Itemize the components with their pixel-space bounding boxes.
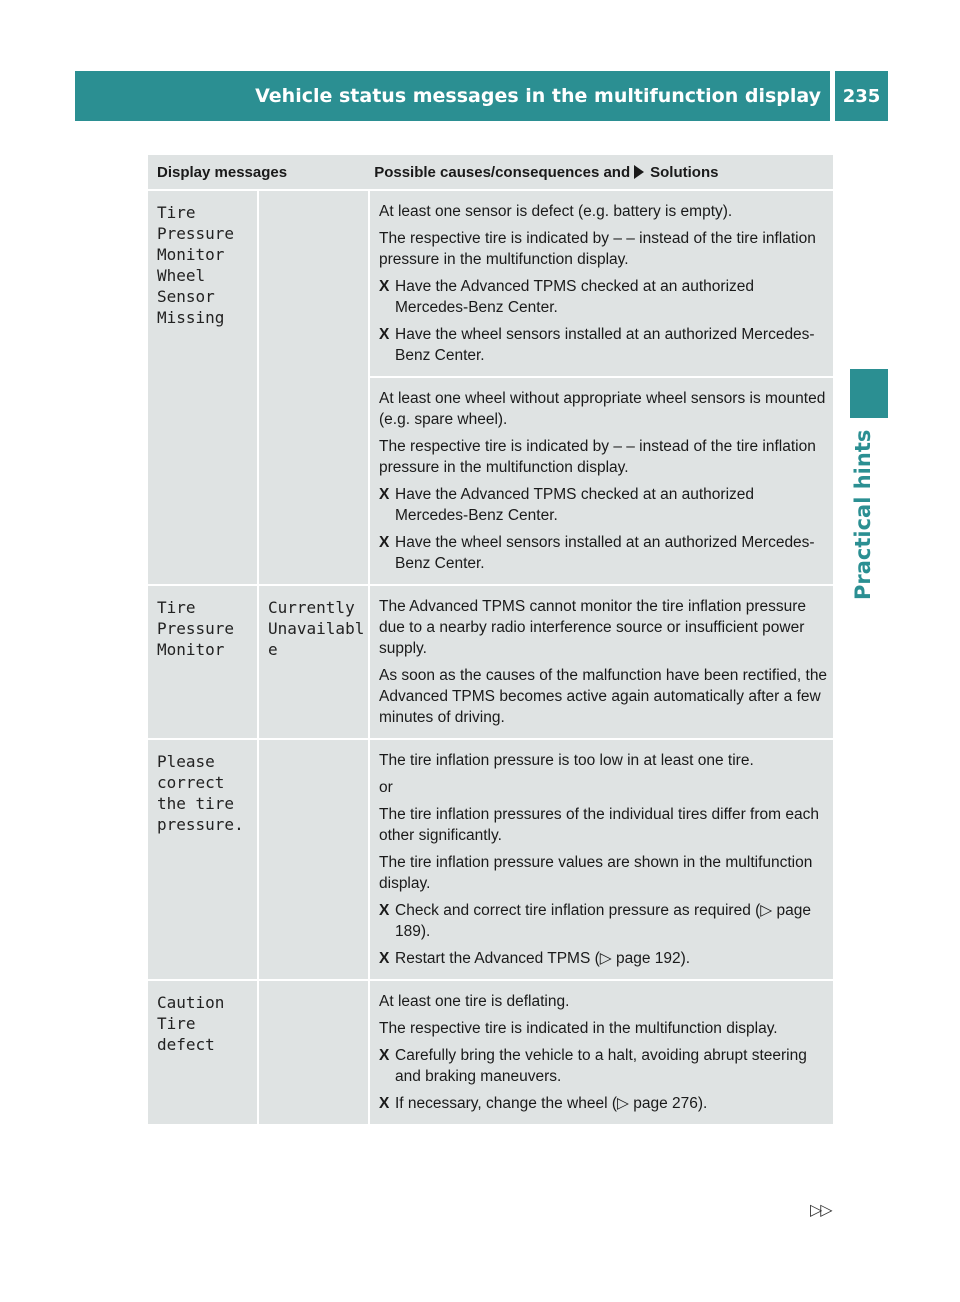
x-mark-icon: X: [379, 902, 390, 919]
display-message: Tire Pressure Monitor Wheel Sensor Missing: [148, 191, 257, 584]
causes-cell: [370, 191, 833, 584]
side-section-label: Practical hints: [851, 429, 875, 600]
col-header-causes: [365, 155, 833, 189]
cause-text: At least one wheel without appropriate wheel sensors is mounted (e.g. spare wheel).: [379, 390, 826, 428]
solution-item: [379, 900, 829, 942]
solution-item: [379, 324, 829, 366]
solution-text: Carefully bring the vehicle to a halt, avoiding abrupt steering and braking maneuvers.: [395, 1047, 807, 1085]
x-mark-icon: X: [379, 1047, 390, 1064]
causes-cell: [370, 981, 833, 1124]
table-row: [148, 586, 833, 738]
display-message-detail: [259, 981, 368, 1124]
solution-text: Have the wheel sensors installed at an authorized Mercedes-Benz Center.: [395, 326, 815, 364]
arrow-right-icon: [634, 165, 644, 179]
solution-item: [379, 276, 829, 318]
cause-text: The respective tire is indicated in the multifunction display.: [379, 1020, 778, 1037]
page-title: Vehicle status messages in the multifunction display: [255, 85, 821, 107]
page-number: 235: [835, 71, 888, 121]
solution-text: Check and correct tire inflation pressure as required (▷ page 189).: [395, 902, 811, 940]
display-message-detail: Currently Unavailabl e: [259, 586, 368, 738]
solution-item: [379, 532, 829, 574]
display-message-detail: [259, 191, 368, 584]
cause-text: or: [379, 779, 393, 796]
col-header-causes-suffix: Solutions: [650, 163, 719, 181]
display-message: Caution Tire defect: [148, 981, 257, 1124]
cause-text: The respective tire is indicated by – – instead of the tire inflation pressure in the multifunction display.: [379, 230, 816, 268]
col-header-display: Display messages: [157, 163, 288, 181]
x-mark-icon: X: [379, 1095, 390, 1112]
col-header-causes-prefix: Possible causes/consequences and: [374, 163, 631, 181]
cause-text: As soon as the causes of the malfunction have been rectified, the Advanced TPMS becomes active again automatically after a few minutes of driving.: [379, 667, 828, 726]
side-tab-marker: [850, 369, 888, 418]
cause-block: [370, 981, 833, 1124]
causes-cell: [370, 586, 833, 738]
status-messages-table: [148, 155, 833, 1124]
solution-item: [379, 1045, 829, 1087]
display-message: Please correct the tire pressure.: [148, 740, 257, 979]
solution-item: [379, 948, 829, 969]
cause-text: The tire inflation pressure values are shown in the multifunction display.: [379, 854, 813, 892]
x-mark-icon: X: [379, 486, 390, 503]
cause-text: The respective tire is indicated by – – instead of the tire inflation pressure in the multifunction display.: [379, 438, 816, 476]
table-row: [148, 981, 833, 1124]
cause-text: The Advanced TPMS cannot monitor the tire inflation pressure due to a nearby radio interference source or insufficient power supply.: [379, 598, 807, 657]
solution-text: Have the wheel sensors installed at an authorized Mercedes-Benz Center.: [395, 534, 815, 572]
cause-text: The tire inflation pressures of the individual tires differ from each other significantly.: [379, 806, 819, 844]
solution-text: Have the Advanced TPMS checked at an authorized Mercedes-Benz Center.: [395, 278, 755, 316]
x-mark-icon: X: [379, 326, 390, 343]
cause-text: At least one tire is deflating.: [379, 993, 570, 1010]
cause-block: [370, 586, 833, 738]
solution-item: [379, 1093, 829, 1114]
table-body: [148, 191, 833, 1124]
x-mark-icon: X: [379, 534, 390, 551]
table-row: [148, 740, 833, 979]
display-message: Tire Pressure Monitor: [148, 586, 257, 738]
cause-text: At least one sensor is defect (e.g. battery is empty).: [379, 203, 733, 220]
continue-icon: ▷▷: [810, 1202, 831, 1219]
table-header: [148, 155, 833, 189]
x-mark-icon: X: [379, 278, 390, 295]
cause-block: [370, 191, 833, 376]
causes-cell: [370, 740, 833, 979]
solution-text: If necessary, change the wheel (▷ page 276).: [395, 1095, 708, 1112]
solution-text: Have the Advanced TPMS checked at an authorized Mercedes-Benz Center.: [395, 486, 755, 524]
solution-item: [379, 484, 829, 526]
cause-block: [370, 740, 833, 979]
cause-block: [370, 378, 833, 584]
x-mark-icon: X: [379, 950, 390, 967]
display-message-detail: [259, 740, 368, 979]
table-row: [148, 191, 833, 584]
header-bar: [75, 71, 830, 121]
solution-text: Restart the Advanced TPMS (▷ page 192).: [395, 950, 691, 967]
cause-text: The tire inflation pressure is too low in at least one tire.: [379, 752, 754, 769]
